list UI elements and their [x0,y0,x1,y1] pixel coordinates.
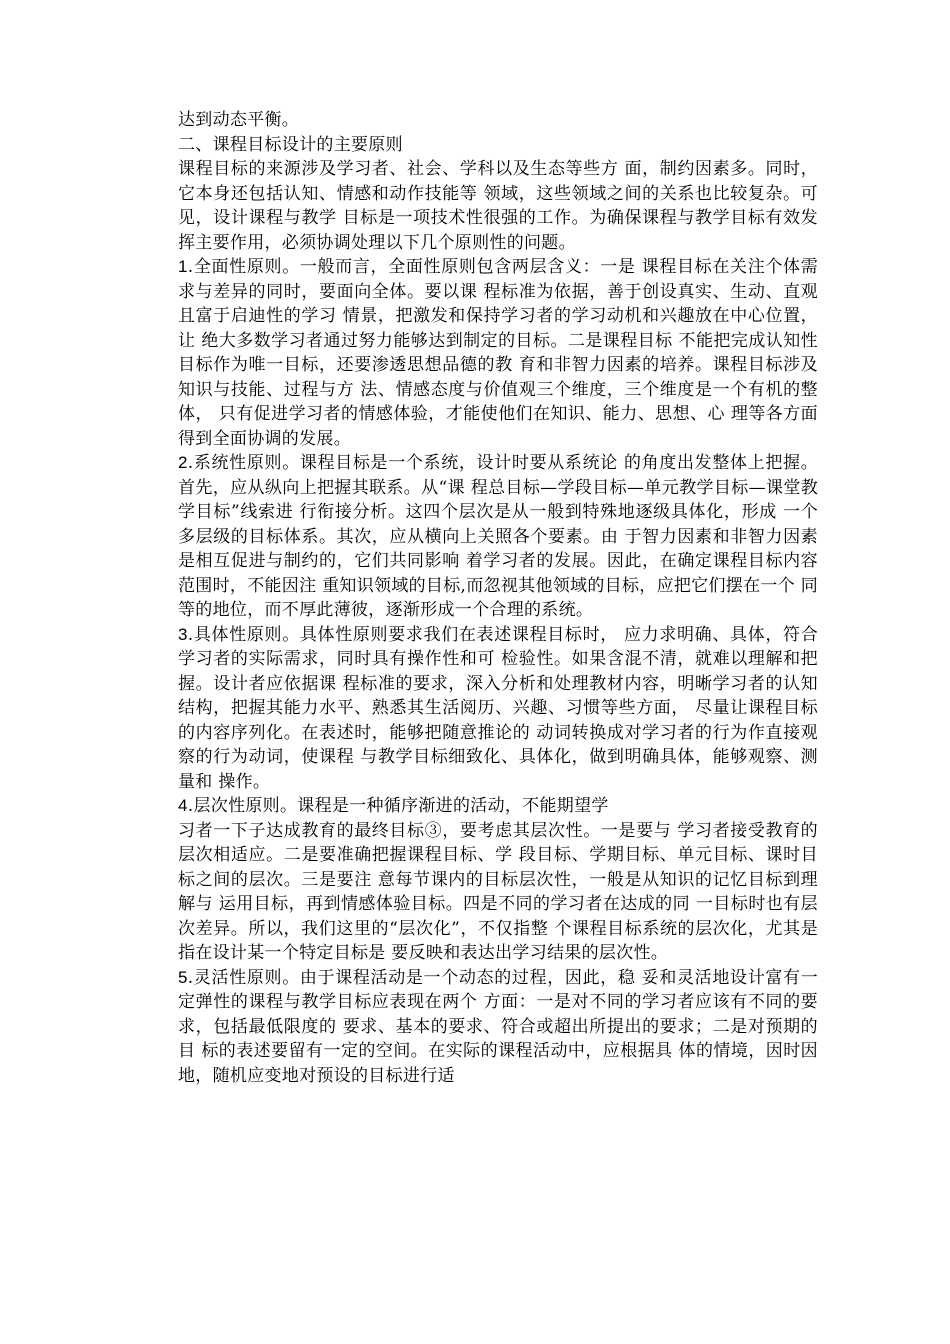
principle-item-1 [178,255,818,451]
item-text: .灵活性原则。由于课程活动是一个动态的过程，因此，稳 妥和灵活地设计富有一定弹性的课程与教学目标应表现在两个 方面：一是对不同的学习者应该有不同的要求，包括最低限度的 要求、基本的要求、符合或超出所提出的要求；二是对预期的目 标的表述要留有一定的空间。在实际的课程活动中，应根据具 体的情境，因时因地，随机应变地对预设的目标进行适 [178,967,818,1086]
item-number: 4 [178,796,188,815]
item-number: 2 [178,453,188,472]
continued-line: 达到动态平衡。 [178,110,300,130]
intro-paragraph: 课程目标的来源涉及学习者、社会、学科以及生态等些方 面，制约因素多。同时，它本身还包括认知、情感和动作技能等 领域，这些领域之间的关系也比较复杂。可见，设计课程与教学 目标是一项技术性很强的工作。为确保课程与教学目标有效发 挥主要作用，必须协调处理以下几个原则性的问题。 [178,159,818,253]
item-number: 3 [178,624,188,644]
document-page [178,108,818,1088]
principle-item-3 [178,623,818,795]
principle-item-5 [178,966,818,1089]
item-number: 1 [178,257,188,276]
item-text: .具体性原则。具体性原则要求我们在表述课程目标时， 应力求明确、具体，符合学习者的实际需求，同时具有操作性和可 检验性。如果含混不清，就难以理解和把握。设计者应依据课 程标准的要求，深入分析和处理教材内容，明晰学习者的认知 结构，把握其能力水平、熟悉其生活阅历、兴趣、习惯等些方面， 尽量让课程目标的内容序列化。在表述时，能够把随意推论的 动词转换成对学习者的行为作直接观察的行为动词，使课程 与教学目标细致化、具体化，做到明确具体，能够观察、测量和 操作。 [178,624,818,792]
principle-item-4 [178,794,818,819]
principle-item-2 [178,451,818,623]
item-text: .系统性原则。课程目标是一个系统，设计时要从系统论 的角度出发整体上把握。首先，应从纵向上把握其联系。从“课 程总目标—学段目标—单元教学目标—课堂教学目标”线索进 行衔接分析。这四个层次是从一般到特殊地逐级具体化，形成 一个多层级的目标体系。其次，应从横向上关照各个要素。由 于智力因素和非智力因素是相互促进与制约的，它们共同影响 着学习者的发展。因此，在确定课程目标内容范围时，不能因注 重知识领域的目标,而忽视其他领域的目标，应把它们摆在一个 同等的地位，而不厚此薄彼，逐渐形成一个合理的系统。 [178,453,818,620]
item-text: .全面性原则。一般而言，全面性原则包含两层含义：一是 课程目标在关注个体需求与差异的同时，要面向全体。要以课 程标准为依据，善于创设真实、生动、直观且富于启迪性的学习 情景，把激发和保持学习者的学习动机和兴趣放在中心位置，让 绝大多数学习者通过努力能够达到制定的目标。二是课程目标 不能把完成认知性目标作为唯一目标，还要渗透思想品德的教 育和非智力因素的培养。课程目标涉及知识与技能、过程与方 法、情感态度与价值观三个维度，三个维度是一个有机的整体， 只有促进学习者的情感体验，才能使他们在知识、能力、思想、心 理等各方面得到全面协调的发展。 [178,257,818,449]
item-text: .层次性原则。课程是一种循序渐进的活动，不能期望学 [187,796,609,816]
principle-item-4-continued [178,819,818,966]
section-heading: 二、课程目标设计的主要原则 [178,134,403,155]
item-number: 5 [178,967,188,987]
item-text: 习者一下子达成教育的最终目标③，要考虑其层次性。一是要与 学习者接受教育的层次相适应。二是要准确把握课程目标、学 段目标、学期目标、单元目标、课时目标之间的层次。三是要注 意每节课内的目标层次性，一般是从知识的记忆目标到理解与 运用目标，再到情感体验目标。四是不同的学习者在达成的同 一目标时也有层次差异。所以，我们这里的“层次化”，不仅指整 个课程目标系统的层次化，尤其是指在设计某一个特定目标是 要反映和表达出学习结果的层次性。 [178,820,818,963]
